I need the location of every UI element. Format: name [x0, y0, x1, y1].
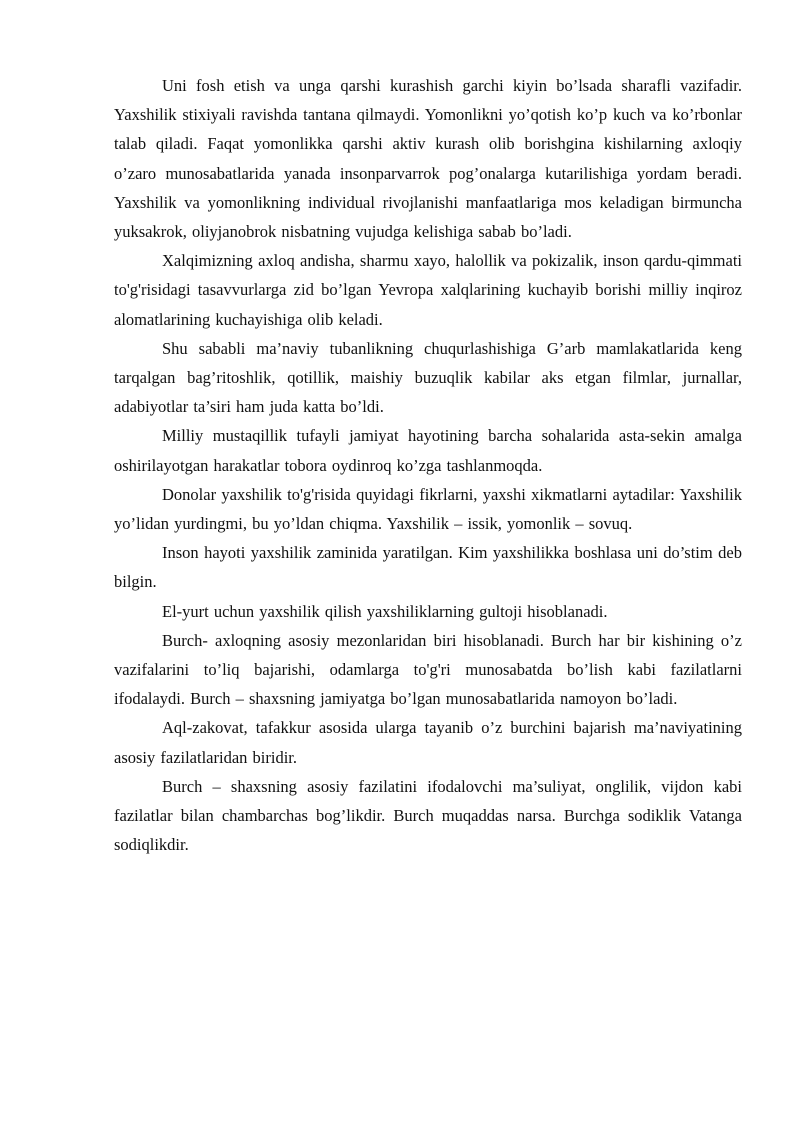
- paragraph-4: Milliy mustaqillik tufayli jamiyat hayotining barcha sohalarida asta-sekin amalga oshirilayotgan harakatlar tobora oydinroq ko’zga tashlanmoqda.: [114, 426, 742, 475]
- paragraph-6: Inson hayoti yaxshilik zaminida yaratilgan. Kim yaxshilikka boshlasa uni do’stim deb bilgin.: [114, 543, 742, 592]
- paragraph-5: Donolar yaxshilik to'g'risida quyidagi fikrlarni, yaxshi xikmatlarni aytadilar: Yaxshilik yo’lidan yurdingmi, bu yo’ldan chiqma. Yaxshilik – issik, yomonlik – sovuq.: [114, 484, 742, 534]
- paragraph-7: El-yurt uchun yaxshilik qilish yaxshiliklarning gultoji hisoblanadi.: [162, 601, 608, 621]
- paragraph-9: Aql-zakovat, tafakkur asosida ularga tayanib o’z burchini bajarish ma’naviyatining asosiy fazilatlaridan biridir.: [114, 718, 742, 767]
- document-page: [114, 71, 742, 859]
- paragraph-8: Burch- axloqning asosiy mezonlaridan biri hisoblanadi. Burch har bir kishining o’z vazifalarini to’liq bajarishi, odamlarga to'g'ri munosabatda bo’lish kabi fazilatlarni ifodalaydi. Burch – shaxsning jamiyatga bo’lgan munosabatlarida namoyon bo’ladi.: [114, 630, 742, 709]
- paragraph-3: Shu sababli ma’naviy tubanlikning chuqurlashishiga G’arb mamlakatlarida keng tarqalgan bag’ritoshlik, qotillik, maishiy buzuqlik kabilar aks etgan filmlar, jurnallar, adabiyotlar ta’siri ham juda katta bo’ldi.: [114, 338, 742, 417]
- paragraph-2: Xalqimizning axloq andisha, sharmu xayo, halollik va pokizalik, inson qardu-qimmati to'g'risidagi tasavvurlarga zid bo’lgan Yevropa xalqlarining kuchayib borishi milliy inqiroz alomatlarining kuchayishiga olib keladi.: [114, 251, 742, 329]
- paragraph-1: Uni fosh etish va unga qarshi kurashish garchi kiyin bo’lsada sharafli vazifadir. Yaxshilik stixiyali ravishda tantana qilmaydi. Yomonlikni yo’qotish ko’p kuch va ko’rbonlar talab qiladi. Faqat yomonlikka qarshi aktiv kurash olib borishgina kishilarning axloqiy o’zaro munosabatlarida yanada insonparvarrok pog’onalarga kutarilishiga yordam beradi. Yaxshilik va yomonlikning individual rivojlanishi manfaatlariga mos keladigan birmuncha yuksakrok, oliyjanobrok nisbatning vujudga kelishiga sabab bo’ladi.: [114, 76, 742, 242]
- paragraph-10: Burch – shaxsning asosiy fazilatini ifodalovchi ma’suliyat, onglilik, vijdon kabi fazilatlar bilan chambarchas bog’likdir. Burch muqaddas narsa. Burchga sodiklik Vatanga sodiqlikdir.: [114, 776, 742, 855]
